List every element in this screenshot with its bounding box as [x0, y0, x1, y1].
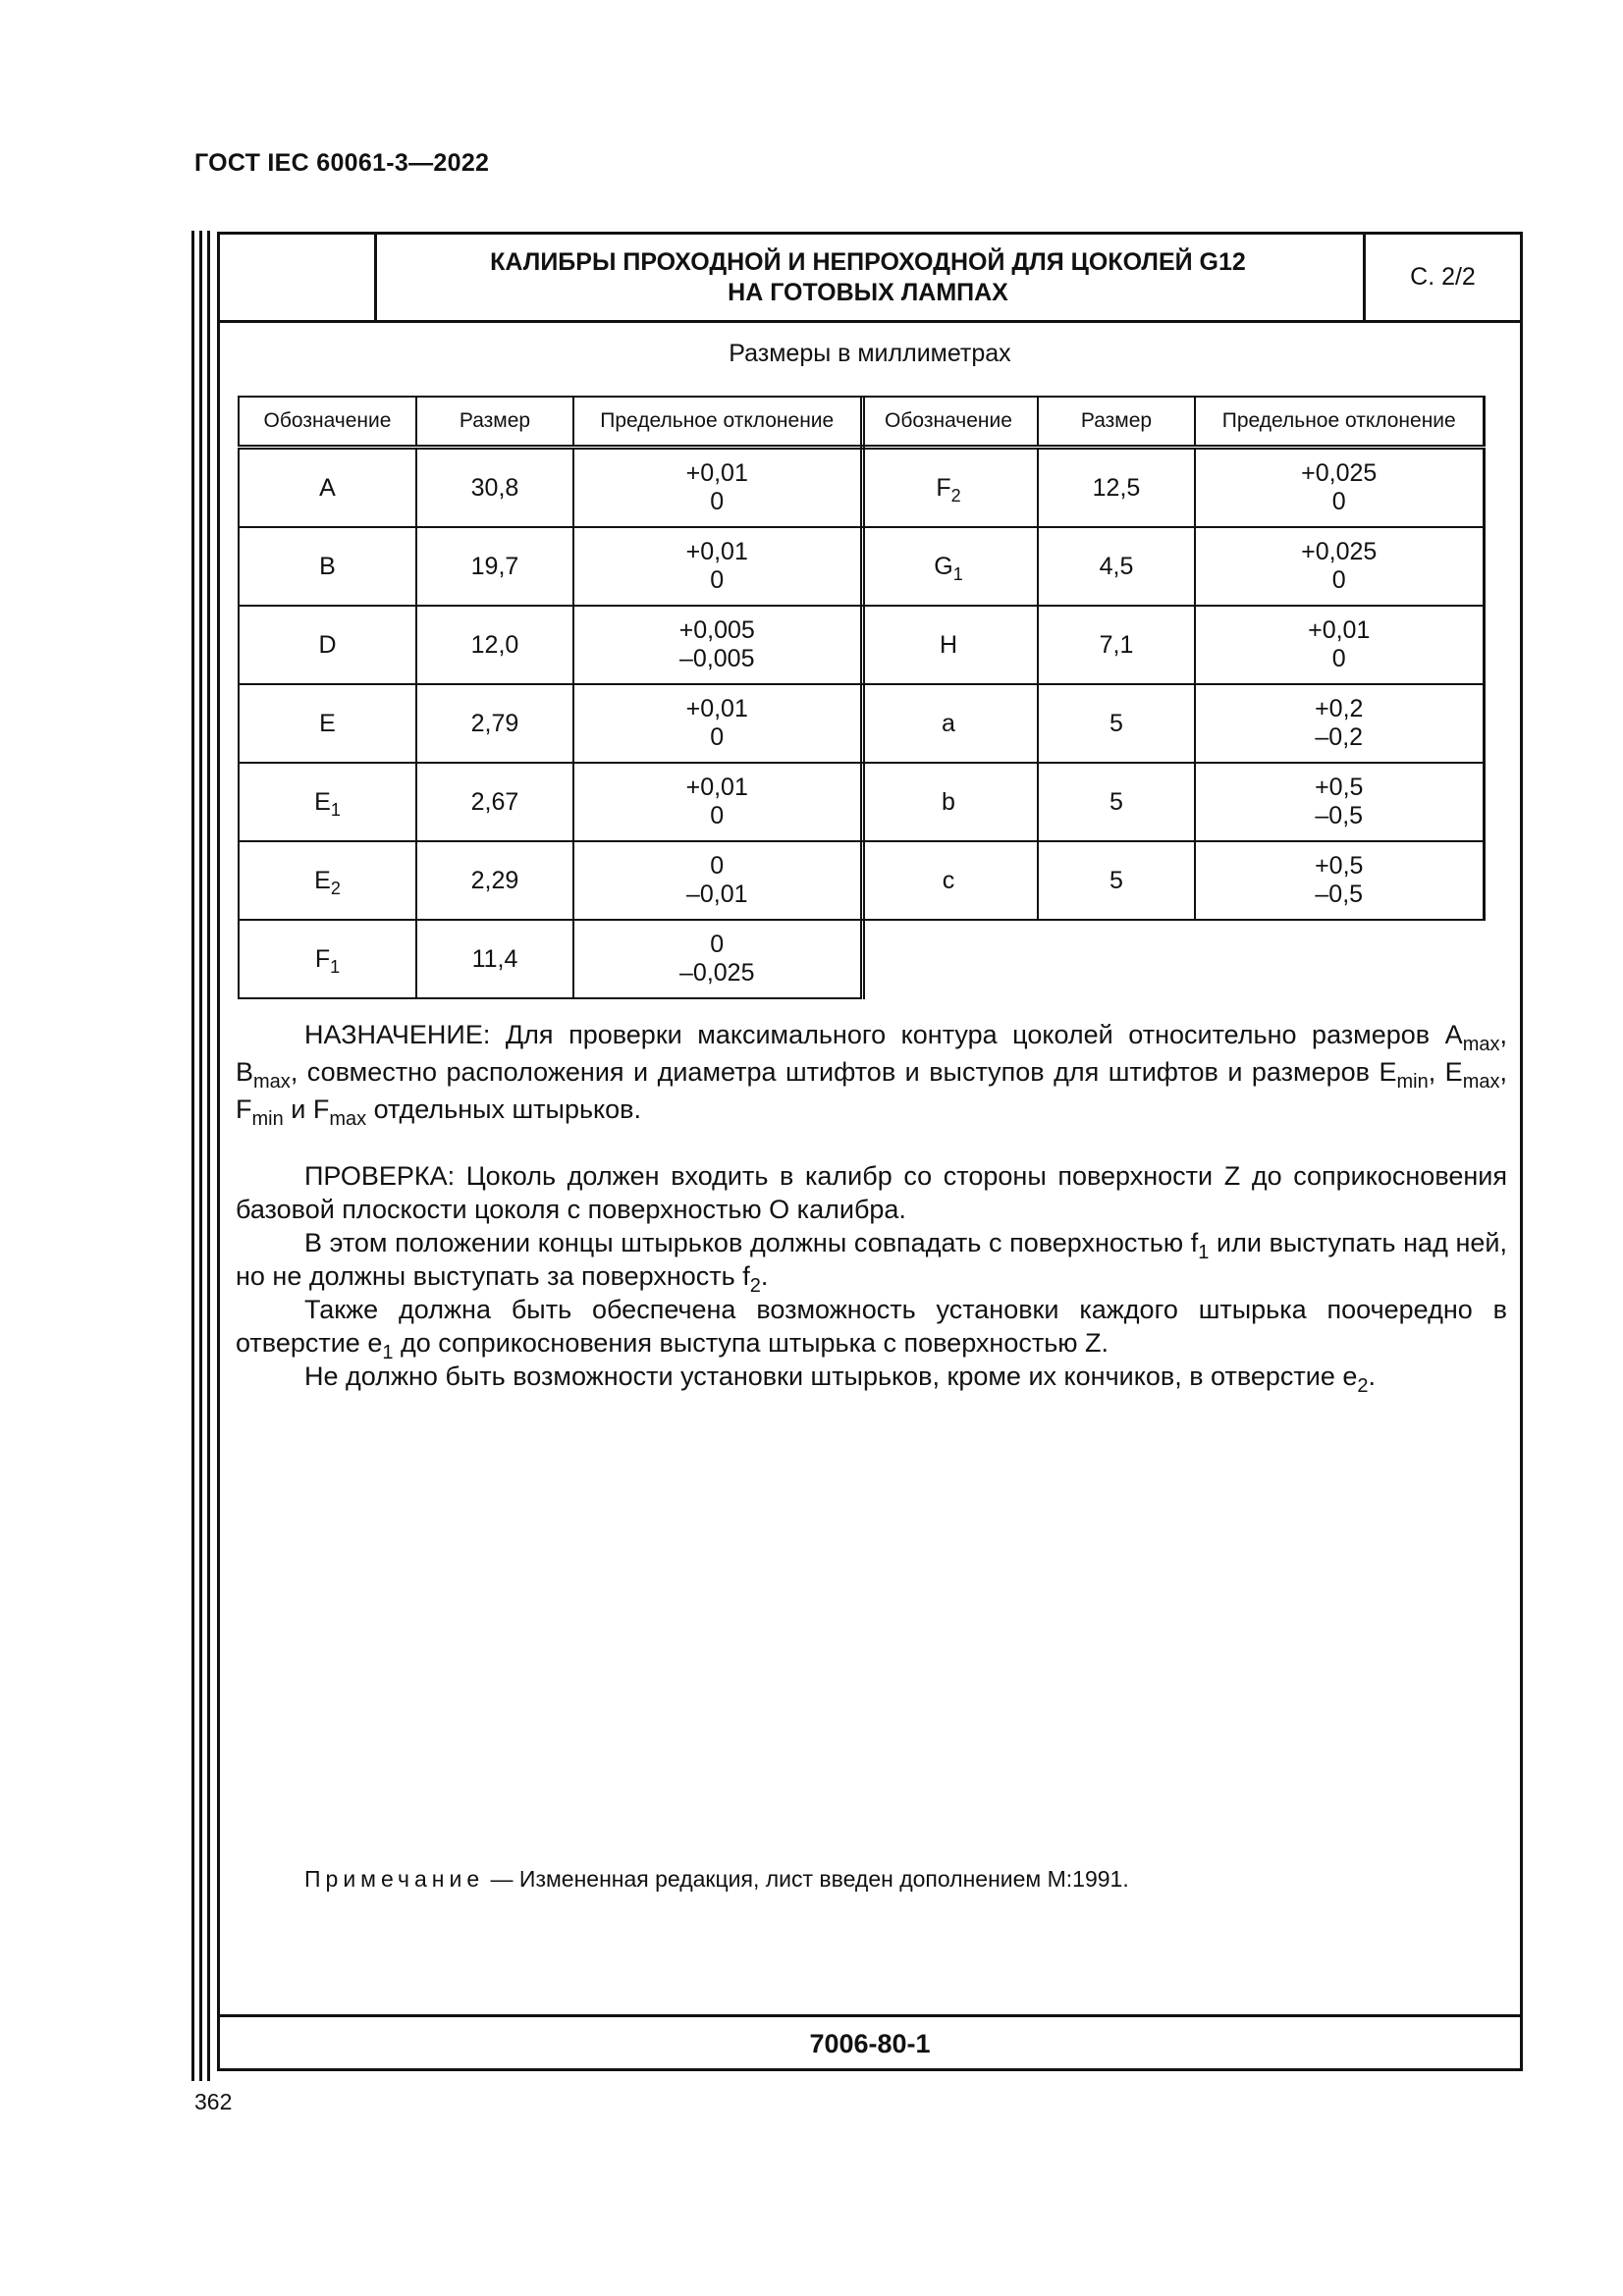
tolerance-upper: +0,01	[1308, 616, 1371, 644]
tolerance-lower: –0,5	[1315, 881, 1364, 908]
table-row	[239, 606, 862, 684]
table-row	[239, 841, 862, 920]
units-caption: Размеры в миллиметрах	[729, 340, 1011, 367]
designation-cell: E	[239, 684, 416, 763]
designation-cell: $E_2$	[239, 841, 416, 920]
tolerance-cell	[1195, 841, 1484, 920]
tolerance-lower: 0	[710, 723, 725, 751]
column-header-tolerance: Предельное отклонение	[573, 397, 862, 448]
size-cell: 5	[1038, 841, 1195, 920]
column-header-designation: Обозначение	[239, 397, 416, 448]
tolerance-cell	[1195, 527, 1484, 606]
tolerance-cell	[1195, 448, 1484, 528]
table-row	[860, 448, 1484, 528]
left-margin-bar	[191, 231, 194, 2081]
size-cell: 7,1	[1038, 606, 1195, 684]
check-paragraph-2: В этом положении концы штырьков должны совпадать с поверхностью $f_1$ или выступать над ней, но не должны выступать за поверхность $f_2$.	[236, 1228, 1507, 1297]
designation-cell: D	[239, 606, 416, 684]
tolerance-cell	[573, 763, 862, 841]
designation-cell: B	[239, 527, 416, 606]
designation-cell: b	[860, 763, 1038, 841]
tolerance-cell	[1195, 684, 1484, 763]
note-label: Примечание	[304, 1866, 485, 1892]
tolerance-cell	[573, 606, 862, 684]
purpose-section	[236, 1016, 1507, 1128]
tolerance-upper: +0,01	[685, 459, 748, 487]
sheet-code: 7006-80-1	[809, 2028, 931, 2058]
tolerance-cell	[1195, 606, 1484, 684]
dimensions-table-left	[238, 396, 865, 999]
sheet-title-line-2: НА ГОТОВЫХ ЛАМПАХ	[728, 278, 1008, 306]
tolerance-upper: 0	[710, 931, 725, 958]
size-cell: 12,0	[416, 606, 573, 684]
designation-cell: a	[860, 684, 1038, 763]
tolerance-upper: 0	[710, 852, 725, 880]
tolerance-upper: +0,025	[1301, 538, 1378, 565]
tolerance-cell	[1195, 763, 1484, 841]
tolerance-cell	[573, 527, 862, 606]
size-cell: 30,8	[416, 448, 573, 528]
tolerance-cell	[573, 841, 862, 920]
size-cell: 2,29	[416, 841, 573, 920]
tolerance-upper: +0,2	[1315, 695, 1364, 722]
page-number: 362	[194, 2089, 233, 2114]
table-row	[239, 448, 862, 528]
tolerance-lower: –0,025	[679, 959, 755, 987]
tolerance-cell	[573, 920, 862, 998]
tolerance-lower: 0	[1331, 645, 1346, 672]
tolerance-upper: +0,01	[685, 538, 748, 565]
check-paragraph-3: Также должна быть обеспечена возможность установки каждого штырька поочередно в отверстие $e_1$ до соприкосновения выступа штырька с поверхностью Z.	[236, 1295, 1507, 1363]
table-row	[239, 527, 862, 606]
purpose-paragraph: НАЗНАЧЕНИЕ: Для проверки максимального контура цоколей относительно размеров $A_{max}$, $B_{max}$, совместно расположения и диаметра штифтов и выступов для штифтов и размеров $E_{min}$, $E_{max}$, $F_{min}$ и $F_{max}$ отдельных штырьков.	[236, 1020, 1508, 1130]
table-row	[860, 527, 1484, 606]
tolerance-upper: +0,01	[685, 774, 748, 801]
size-cell: 2,79	[416, 684, 573, 763]
size-cell: 5	[1038, 684, 1195, 763]
designation-cell: $E_1$	[239, 763, 416, 841]
column-header-size: Размер	[1038, 397, 1195, 448]
tolerance-lower: 0	[710, 566, 725, 594]
dimensions-table-right	[860, 396, 1486, 921]
designation-cell: $F_2$	[860, 448, 1038, 528]
note-text: — Измененная редакция, лист введен дополнением M:1991.	[484, 1866, 1129, 1892]
check-paragraph-4: Не должно быть возможности установки штырьков, кроме их кончиков, в отверстие $e_2$.	[304, 1362, 1377, 1397]
size-cell: 5	[1038, 763, 1195, 841]
designation-cell: c	[860, 841, 1038, 920]
tolerance-cell	[573, 448, 862, 528]
tolerance-upper: +0,5	[1315, 852, 1364, 880]
bottom-divider	[220, 2014, 1520, 2017]
table-row	[860, 606, 1484, 684]
table-row	[239, 763, 862, 841]
left-margin-bar	[207, 231, 210, 2081]
tolerance-cell	[573, 684, 862, 763]
designation-cell: $F_1$	[239, 920, 416, 998]
tolerance-lower: –0,005	[679, 645, 755, 672]
column-header-tolerance: Предельное отклонение	[1195, 397, 1484, 448]
size-cell: 19,7	[416, 527, 573, 606]
sheet-title	[377, 235, 1359, 320]
column-header-designation: Обозначение	[860, 397, 1038, 448]
tolerance-lower: 0	[1331, 488, 1346, 515]
sheet-number: С. 2/2	[1363, 235, 1520, 320]
size-cell: 11,4	[416, 920, 573, 998]
standard-sheet-frame	[217, 232, 1523, 2071]
left-margin-bar	[199, 231, 202, 2081]
table-row	[860, 763, 1484, 841]
designation-cell: A	[239, 448, 416, 528]
note	[304, 1866, 1129, 1893]
column-header-size: Размер	[416, 397, 573, 448]
title-blank-cell	[220, 235, 377, 320]
size-cell: 4,5	[1038, 527, 1195, 606]
tolerance-lower: –0,5	[1315, 802, 1364, 829]
tolerance-lower: –0,2	[1315, 723, 1364, 751]
check-paragraph-1: ПРОВЕРКА: Цоколь должен входить в калибр со стороны поверхности Z до соприкосновения базовой плоскости цоколя с поверхностью O калибра.	[236, 1161, 1507, 1224]
tolerance-lower: 0	[710, 802, 725, 829]
check-section	[236, 1159, 1507, 1397]
tolerance-upper: +0,005	[678, 616, 755, 644]
table-row	[239, 684, 862, 763]
designation-cell: $G_1$	[860, 527, 1038, 606]
tolerance-upper: +0,01	[685, 695, 748, 722]
tolerance-lower: 0	[1331, 566, 1346, 594]
sheet-title-line-1: КАЛИБРЫ ПРОХОДНОЙ И НЕПРОХОДНОЙ ДЛЯ ЦОКОЛЕЙ G12	[490, 247, 1246, 276]
designation-cell: H	[860, 606, 1038, 684]
size-cell: 2,67	[416, 763, 573, 841]
document-header: ГОСТ IEC 60061-3—2022	[194, 149, 490, 177]
table-row	[860, 841, 1484, 920]
table-row	[239, 920, 862, 998]
tolerance-lower: –0,01	[685, 881, 748, 908]
tolerance-lower: 0	[710, 488, 725, 515]
tolerance-upper: +0,025	[1301, 459, 1378, 487]
table-row	[860, 684, 1484, 763]
tolerance-upper: +0,5	[1315, 774, 1364, 801]
size-cell: 12,5	[1038, 448, 1195, 528]
title-block	[220, 235, 1520, 323]
